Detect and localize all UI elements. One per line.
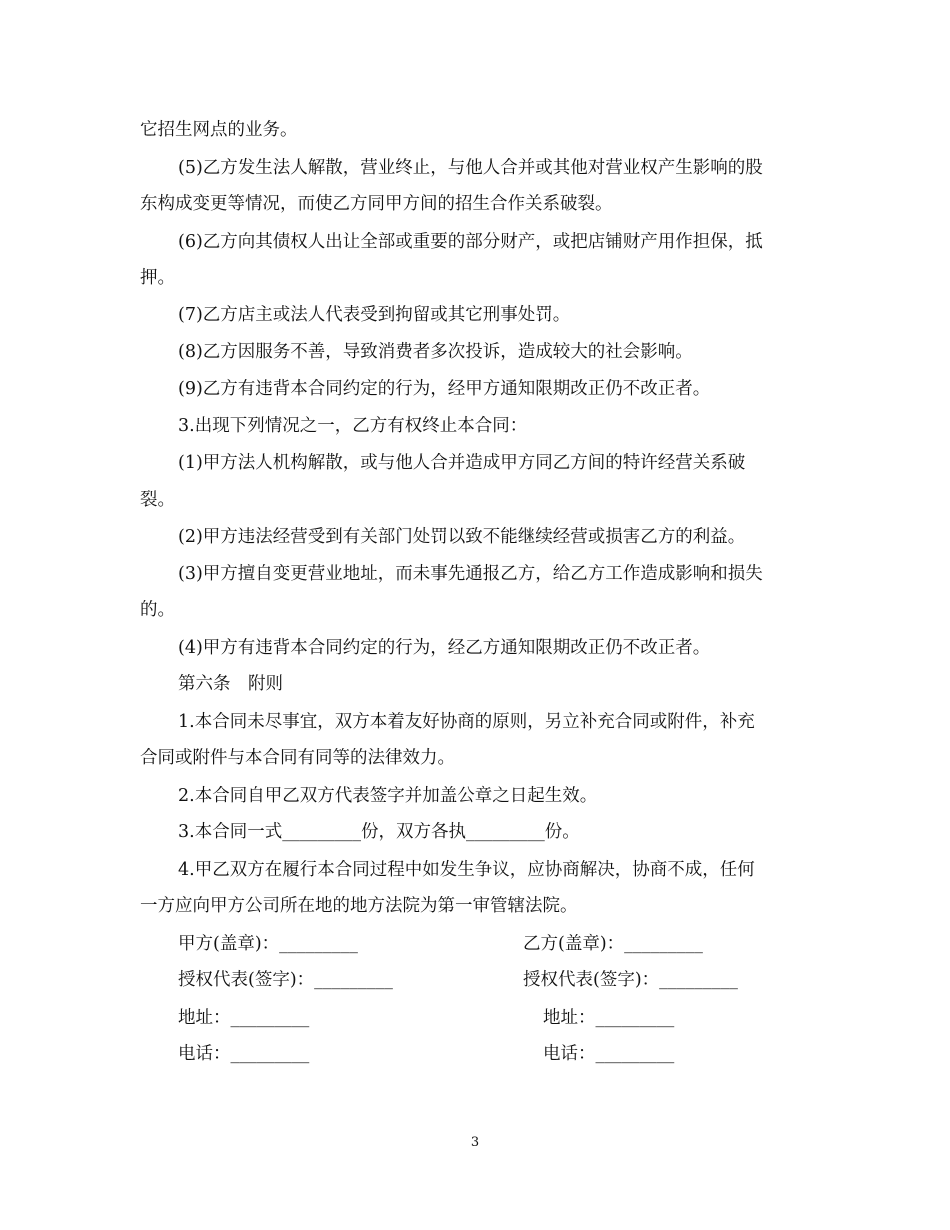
party-a-representative-field: 授权代表(签字)：_________	[178, 970, 393, 990]
paragraph-line: 东构成变更等情况，而使乙方同甲方间的招生合作关系破裂。	[140, 194, 613, 214]
paragraph-line: (4)甲方有违背本合同约定的行为，经乙方通知限期改正仍不改正者。	[178, 638, 711, 658]
paragraph-line: (1)甲方法人机构解散，或与他人合并造成甲方同乙方间的特许经营关系破	[178, 453, 746, 473]
paragraph-line: (6)乙方向其债权人出让全部或重要的部分财产，或把店铺财产用作担保，抵	[178, 232, 763, 252]
party-a-address-field: 地址：_________	[178, 1008, 310, 1028]
paragraph-line: 它招生网点的业务。	[140, 120, 298, 140]
paragraph-line: 的。	[140, 600, 175, 620]
paragraph-line: (9)乙方有违背本合同约定的行为，经甲方通知限期改正仍不改正者。	[178, 379, 711, 399]
party-b-phone-field: 电话：_________	[543, 1044, 675, 1064]
paragraph-line: (7)乙方店主或法人代表受到拘留或其它刑事处罚。	[178, 305, 571, 325]
party-b-representative-field: 授权代表(签字)：_________	[523, 970, 738, 990]
paragraph-line: (8)乙方因服务不善，导致消费者多次投诉，造成较大的社会影响。	[178, 342, 693, 362]
paragraph-line: 合同或附件与本合同有同等的法律效力。	[140, 748, 455, 768]
paragraph-line: (3)甲方擅自变更营业地址，而未事先通报乙方，给乙方工作造成影响和损失	[178, 564, 763, 584]
page-number: 3	[470, 1135, 480, 1150]
paragraph-line: 2.本合同自甲乙双方代表签字并加盖公章之日起生效。	[178, 786, 598, 806]
paragraph-line: (2)甲方违法经营受到有关部门处罚以致不能继续经营或损害乙方的利益。	[178, 527, 746, 547]
party-b-seal-field: 乙方(盖章)：_________	[523, 934, 703, 954]
paragraph-line: 3.本合同一式_________份，双方各执_________份。	[178, 822, 580, 842]
paragraph-line: 1.本合同未尽事宜，双方本着友好协商的原则，另立补充合同或附件，补充	[178, 712, 755, 732]
paragraph-line: 3.出现下列情况之一，乙方有权终止本合同：	[178, 416, 528, 436]
paragraph-line: (5)乙方发生法人解散，营业终止，与他人合并或其他对营业权产生影响的股	[178, 158, 763, 178]
party-a-seal-field: 甲方(盖章)：_________	[178, 934, 358, 954]
section-heading: 第六条 附则	[178, 674, 283, 694]
party-b-address-field: 地址：_________	[543, 1008, 675, 1028]
paragraph-line: 裂。	[140, 490, 175, 510]
party-a-phone-field: 电话：_________	[178, 1044, 310, 1064]
paragraph-line: 押。	[140, 268, 175, 288]
paragraph-line: 4.甲乙双方在履行本合同过程中如发生争议，应协商解决，协商不成，任何	[178, 860, 755, 880]
paragraph-line: 一方应向甲方公司所在地的地方法院为第一审管辖法院。	[140, 896, 578, 916]
